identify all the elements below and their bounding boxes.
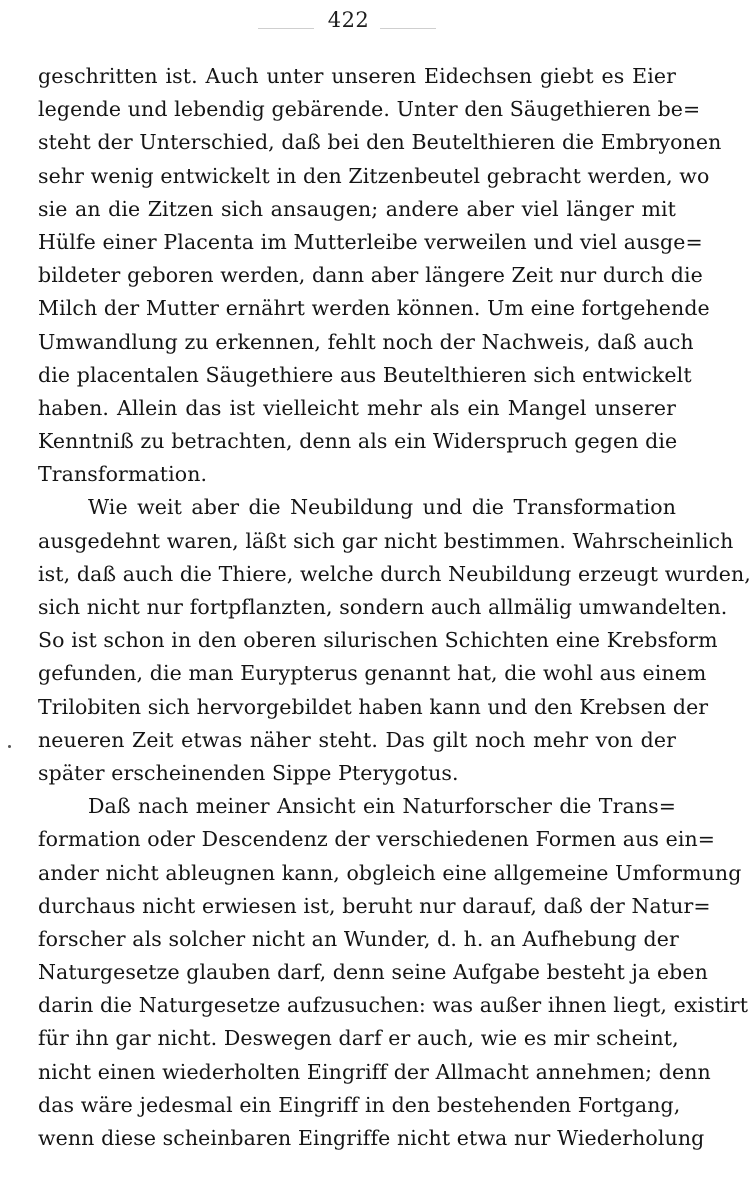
- text-line: Daß nach meiner Ansicht ein Naturforscher die Trans=: [88, 794, 676, 819]
- text-line: Wie weit aber die Neubildung und die Transformation: [88, 495, 676, 520]
- text-line: So ist schon in den oberen silurischen Schichten eine Krebsform: [38, 628, 718, 653]
- text-line: forscher als solcher nicht an Wunder, d. h. an Aufhebung der: [38, 926, 679, 951]
- text-line: ander nicht ableugnen kann, obgleich eine allgemeine Umformung: [38, 860, 742, 885]
- text-line: wenn diese scheinbaren Eingriffe nicht etwa nur Wiederholung: [38, 1126, 705, 1150]
- text-line: ausgedehnt waren, läßt sich gar nicht bestimmen. Wahrscheinlich: [38, 528, 734, 553]
- text-line: Transformation.: [38, 462, 208, 487]
- text-line: neueren Zeit etwas näher steht. Das gilt noch mehr von der: [38, 727, 676, 752]
- text-line: ist, daß auch die Thiere, welche durch Neubildung erzeugt wurden,: [38, 561, 751, 586]
- text-line: später erscheinenden Sippe Pterygotus.: [38, 760, 459, 785]
- text-line: bildeter geboren werden, dann aber längere Zeit nur durch die: [38, 263, 703, 288]
- text-line: Trilobiten sich hervorgebildet haben kann und den Krebsen der: [38, 694, 709, 719]
- text-line: formation oder Descendenz der verschiedenen Formen aus ein=: [38, 827, 716, 852]
- body-text: [38, 60, 751, 1155]
- text-line: darin die Naturgesetze aufzusuchen: was außer ihnen liegt, existirt: [38, 993, 749, 1018]
- text-line: geschritten ist. Auch unter unseren Eidechsen giebt es Eier: [38, 64, 676, 88]
- text-line: Milch der Mutter ernährt werden können. Um eine fortgehende: [38, 296, 710, 321]
- text-line: durchaus nicht erwiesen ist, beruht nur darauf, daß der Natur=: [38, 893, 711, 918]
- text-line: Hülfe einer Placenta im Mutterleibe verweilen und viel ausge=: [38, 229, 703, 254]
- text-line: haben. Allein das ist vielleicht mehr als ein Mangel unserer: [38, 395, 676, 420]
- text-line: Kenntniß zu betrachten, denn als ein Widerspruch gegen die: [38, 429, 678, 454]
- header-rule-right: [380, 28, 436, 29]
- margin-mark: [8, 745, 11, 748]
- text-line: steht der Unterschied, daß bei den Beutelthieren die Embryonen: [38, 130, 722, 155]
- text-line: die placentalen Säugethiere aus Beutelthieren sich entwickelt: [38, 362, 692, 387]
- text-line: Naturgesetze glauben darf, denn seine Aufgabe besteht ja eben: [38, 960, 708, 985]
- text-line: sie an die Zitzen sich ansaugen; andere aber viel länger mit: [38, 196, 676, 221]
- text-line: legende und lebendig gebärende. Unter den Säugethieren be=: [38, 97, 701, 122]
- text-line: sich nicht nur fortpflanzten, sondern auch allmälig umwandelten.: [38, 595, 728, 619]
- text-line: Umwandlung zu erkennen, fehlt noch der Nachweis, daß auch: [38, 329, 694, 354]
- text-line: gefunden, die man Eurypterus genannt hat, die wohl aus einem: [38, 661, 707, 686]
- text-line: sehr wenig entwickelt in den Zitzenbeutel gebracht werden, wo: [38, 163, 710, 188]
- page-number: 422: [327, 8, 370, 32]
- text-line: nicht einen wiederholten Eingriff der Allmacht annehmen; denn: [38, 1059, 711, 1084]
- text-line: für ihn gar nicht. Deswegen darf er auch, wie es mir scheint,: [38, 1026, 679, 1051]
- text-line: das wäre jedesmal ein Eingriff in den bestehenden Fortgang,: [38, 1092, 681, 1117]
